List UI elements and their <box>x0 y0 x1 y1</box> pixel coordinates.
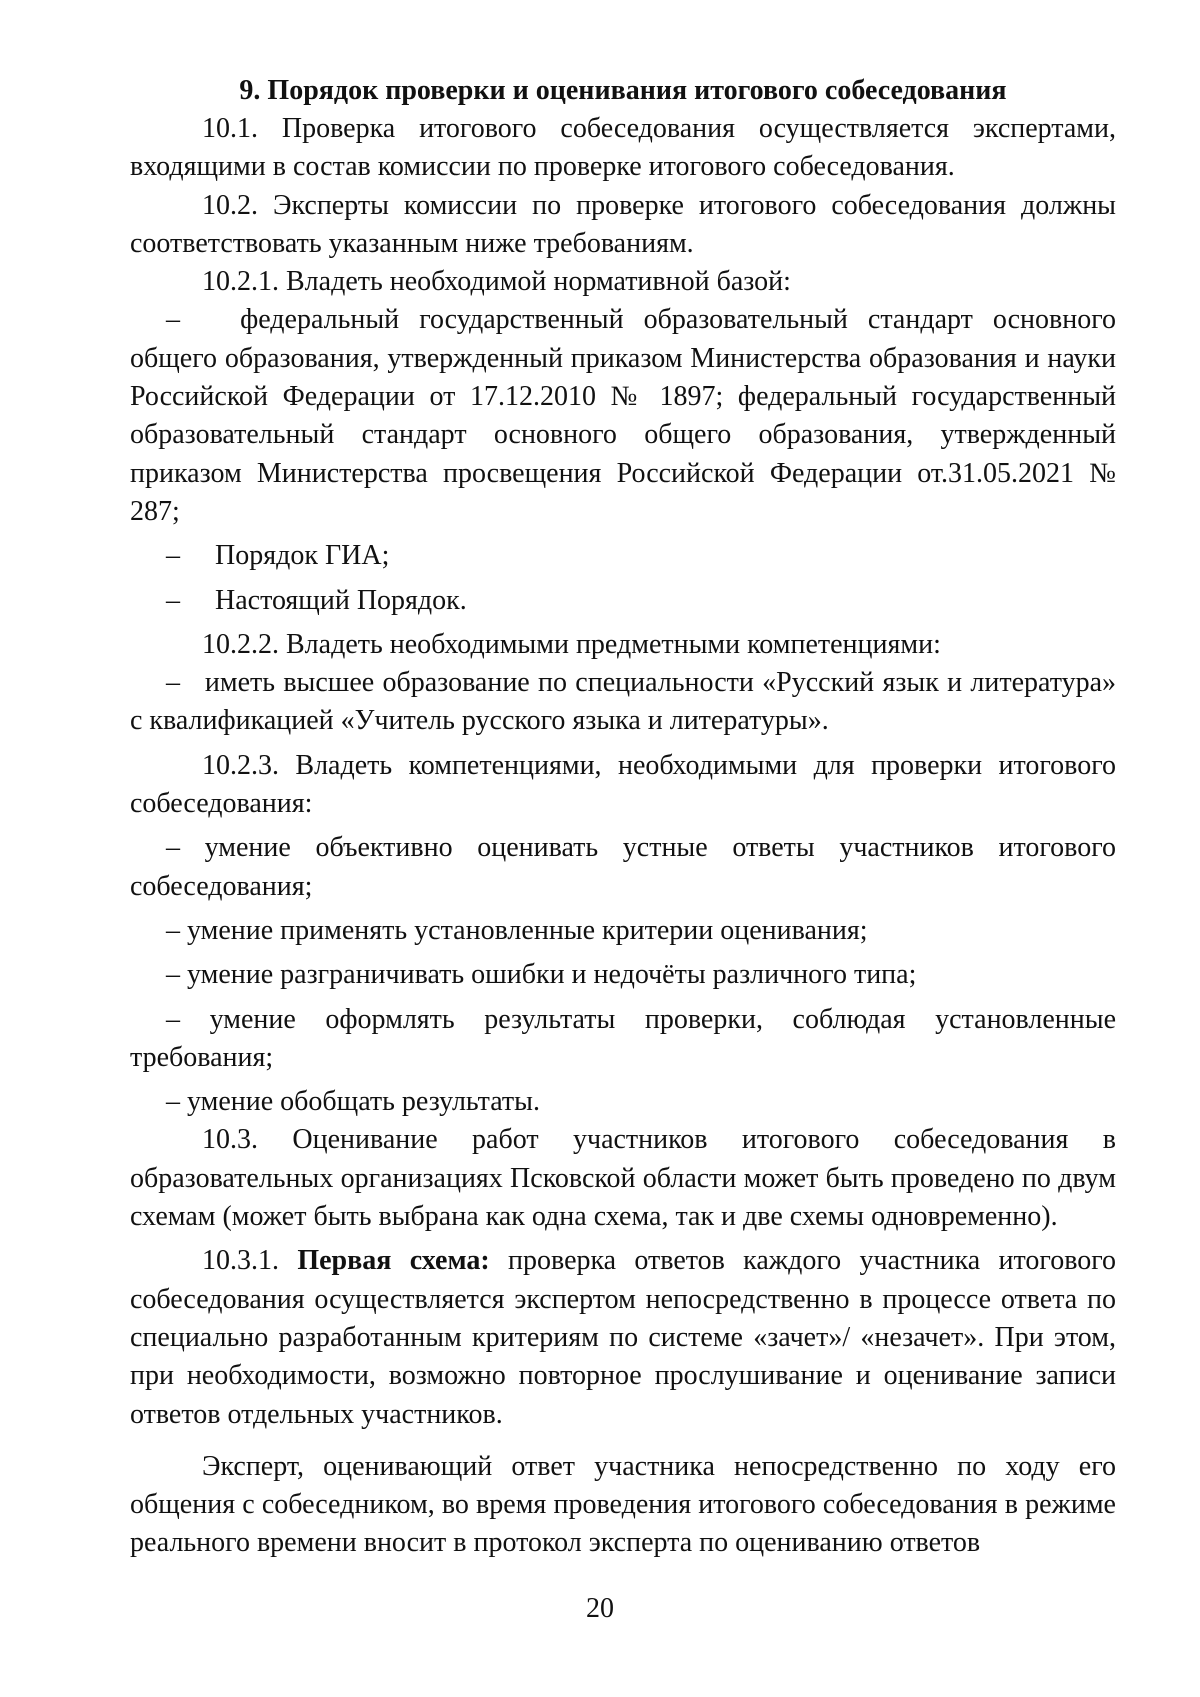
list-item-text: умение применять установленные критерии оценивания; <box>187 914 868 946</box>
list-item: – умение обобщать результаты. <box>166 1086 540 1118</box>
page-number: 20 <box>586 1593 614 1624</box>
paragraph-10-3-1 <box>130 1242 1116 1433</box>
list-item: – иметь высшее образование по специальности «Русский язык и литература» с квалификацией «Учитель русского языка и литературы». <box>130 667 1117 737</box>
paragraph-10-3: 10.3. Оценивание работ участников итогового собеседования в образовательных организациях Псковской области может быть проведено по двум схемам (может быть выбрана как одна схема, так и две схемы одновременно). <box>130 1124 1116 1233</box>
normative-base-list <box>130 301 1116 619</box>
list-item-text: умение разграничивать ошибки и недочёты различного типа; <box>187 959 917 991</box>
list-item-text: иметь высшее образование по специальности «Русский язык и литература» с квалификацией «Учитель русского языка и литературы». <box>130 667 1117 737</box>
paragraph-10-2: 10.2. Эксперты комиссии по проверке итогового собеседования должны соответствовать указанным ниже требованиям. <box>130 189 1116 259</box>
list-item-text: умение оформлять результаты проверки, соблюдая установленные требования; <box>130 1003 1117 1073</box>
paragraph-number: 10.3.1. <box>202 1245 298 1277</box>
paragraph-10-1: 10.1. Проверка итогового собеседования осуществляется экспертами, входящими в состав комиссии по проверке итогового собеседования. <box>130 113 1116 183</box>
first-scheme-label: Первая схема: <box>297 1245 490 1277</box>
paragraph-expert: Эксперт, оценивающий ответ участника непосредственно по ходу его общения с собеседником, во время проведения итогового собеседования в режиме реального времени вносит в протокол эксперта по оцениванию ответов <box>130 1450 1116 1559</box>
list-item: – Настоящий Порядок. <box>166 584 467 616</box>
list-item: – умение объективно оценивать устные ответы участников итогового собеседования; <box>130 832 1116 902</box>
skills-list <box>130 829 1116 1121</box>
list-item: – Порядок ГИА; <box>166 540 390 572</box>
list-item-text: Настоящий Порядок. <box>215 584 467 616</box>
list-item-text: умение объективно оценивать устные ответы участников итогового собеседования; <box>130 832 1116 902</box>
paragraph-10-2-3: 10.2.3. Владеть компетенциями, необходимыми для проверки итогового собеседования: <box>130 749 1116 820</box>
subject-competence-list <box>130 664 1116 741</box>
paragraph-10-2-1: 10.2.1. Владеть необходимой нормативной базой: <box>202 266 791 298</box>
paragraph-text: проверка ответов каждого участника итогового собеседования осуществляется экспертом непосредственно в процессе ответа по специально разработанным критериям по системе «зачет»/ «незачет». При этом, при необходимости, возможно повторное прослушивание и оценивание записи ответов отдельных участников. <box>130 1245 1117 1430</box>
paragraph-10-2-2: 10.2.2. Владеть необходимыми предметными компетенциями: <box>202 628 941 660</box>
document-body <box>130 72 1116 1563</box>
section-heading: 9. Порядок проверки и оценивания итогового собеседования <box>239 75 1007 106</box>
list-item: – федеральный государственный образовательный стандарт основного общего образования, утвержденный приказом Министерства образования и науки Российской Федерации от 17.12.2010 № 1897; федеральный государственный образовательный стандарт основного общего образования, утвержденный приказом Министерства просвещения Российской Федерации от.31.05.2021 № 287; <box>130 304 1117 527</box>
list-item-text: федеральный государственный образовательный стандарт основного общего образования, утвержденный приказом Министерства образования и науки Российской Федерации от 17.12.2010 № 1897; федеральный государственный образовательный стандарт основного общего образования, утвержденный приказом Министерства просвещения Российской Федерации от.31.05.2021 № 287; <box>130 304 1117 527</box>
list-item: – умение оформлять результаты проверки, соблюдая установленные требования; <box>130 1003 1117 1073</box>
list-item: – умение применять установленные критерии оценивания; <box>166 914 868 946</box>
list-item-text: Порядок ГИА; <box>215 540 390 572</box>
list-item-text: умение обобщать результаты. <box>187 1086 540 1118</box>
list-item: – умение разграничивать ошибки и недочёты различного типа; <box>166 959 917 991</box>
